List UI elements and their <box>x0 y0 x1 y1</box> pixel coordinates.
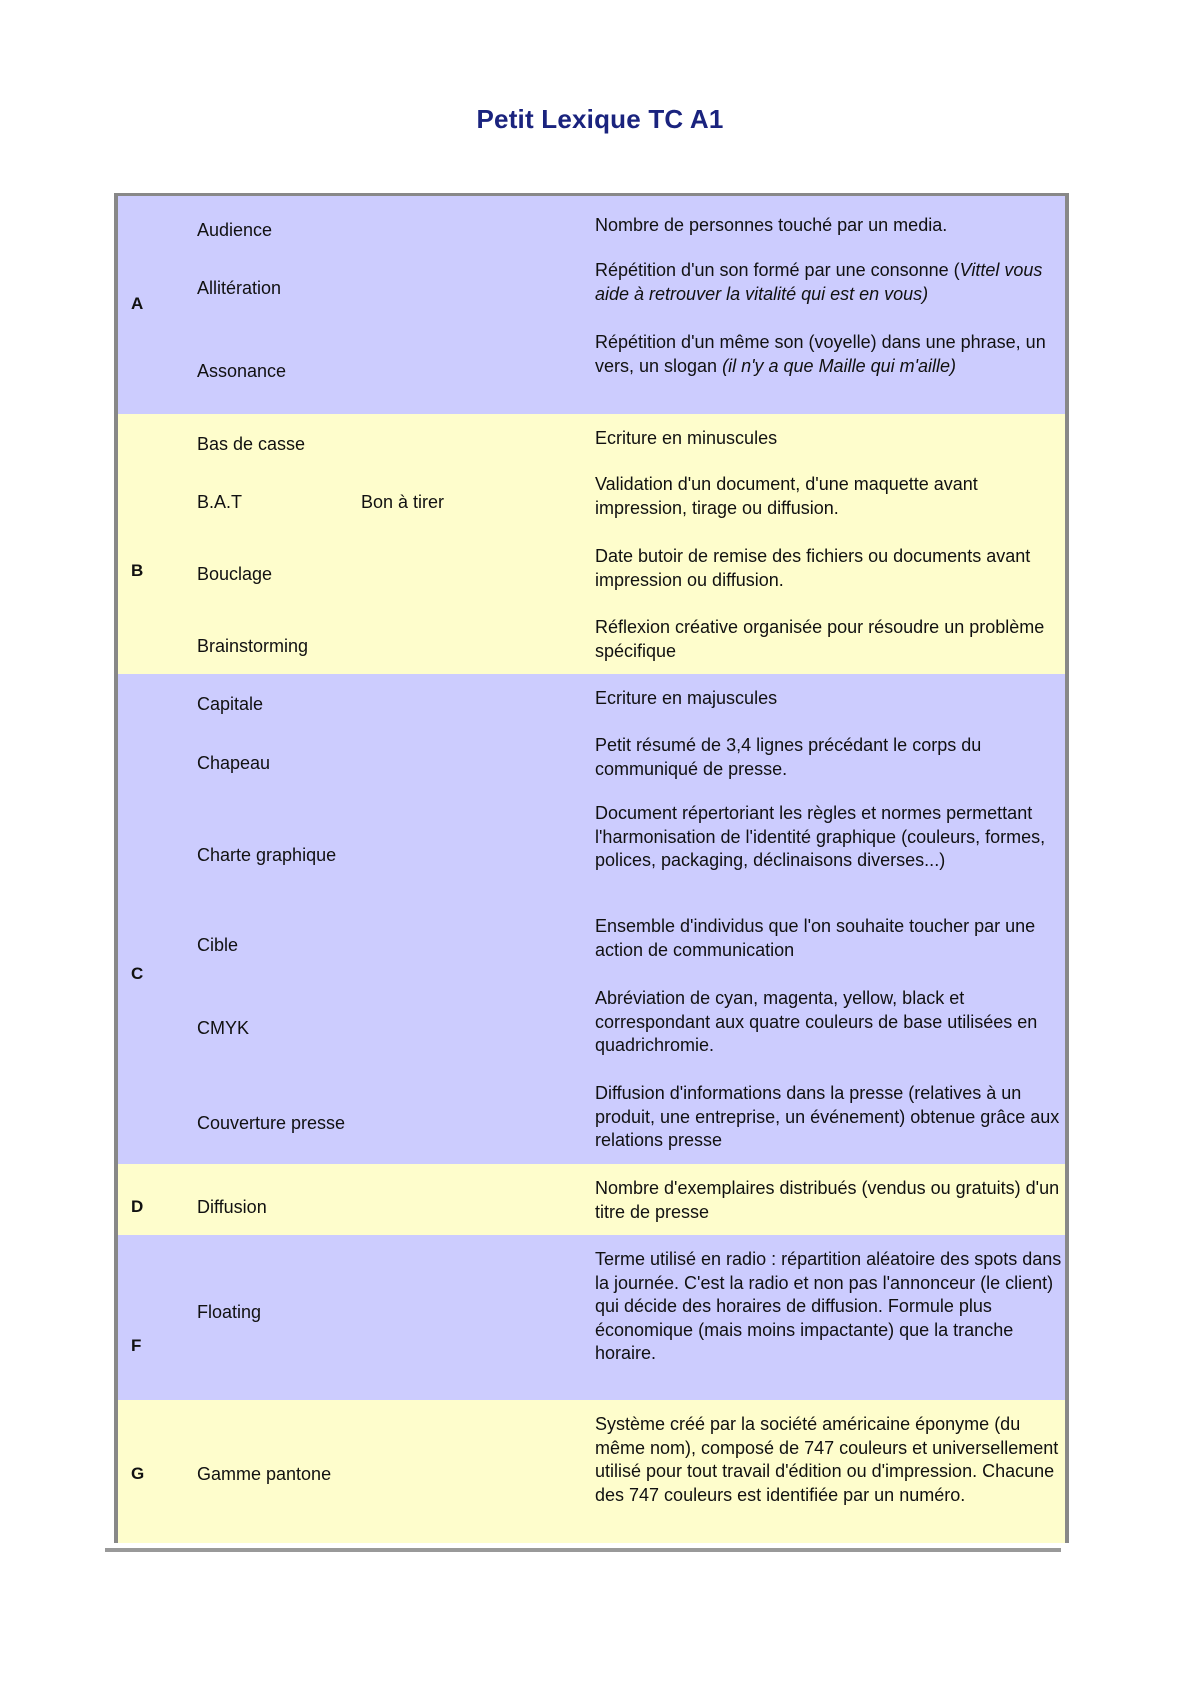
group-letter: A <box>131 294 144 313</box>
entry-term: Bouclage <box>197 564 273 584</box>
entry-abbreviation: Bon à tirer <box>361 492 445 512</box>
group-d <box>118 1164 1065 1235</box>
entry-definition: Date butoir de remise des fichiers ou documents avant impression ou diffusion. <box>595 546 1031 590</box>
entry-term: Audience <box>197 220 273 240</box>
entry-definition: Réflexion créative organisée pour résoudre un problème spécifique <box>595 617 1045 661</box>
entry-term: Bas de casse <box>197 434 306 454</box>
entry-term: Diffusion <box>197 1197 267 1217</box>
entry-definition: Validation d'un document, d'une maquette avant impression, tirage ou diffusion. <box>595 474 978 518</box>
entry-definition: Répétition d'un son formé par une consonne (Vittel vous aide à retrouver la vitalité qui est en vous) <box>595 260 1043 304</box>
entry-definition: Nombre de personnes touché par un media. <box>595 215 948 235</box>
entry-term: Gamme pantone <box>197 1464 332 1484</box>
group-b <box>118 414 1065 674</box>
entry-definition: Répétition d'un même son (voyelle) dans une phrase, un vers, un slogan (il n'y a que Maille qui m'aille) <box>595 332 1046 376</box>
entry-definition: Ecriture en majuscules <box>595 688 778 708</box>
group-letter: G <box>131 1464 145 1483</box>
group-letter: F <box>131 1336 142 1355</box>
entry-term: B.A.T <box>197 492 243 512</box>
group-letter: D <box>131 1197 144 1216</box>
entry-term: Floating <box>197 1302 262 1322</box>
entry-term: Brainstorming <box>197 636 309 656</box>
entry-term: Cible <box>197 935 239 955</box>
entry-term: Assonance <box>197 361 287 381</box>
entry-definition: Document répertoriant les règles et normes permettant l'harmonisation de l'identité graphique (couleurs, formes, polices, packaging, déclinaisons diverses...) <box>595 803 1046 870</box>
entry-definition: Ecriture en minuscules <box>595 428 778 448</box>
entry-term: Capitale <box>197 694 264 714</box>
entry-definition: Abréviation de cyan, magenta, yellow, black et correspondant aux quatre couleurs de base utilisées en quadrichromie. <box>595 988 1038 1055</box>
group-letter: B <box>131 561 144 580</box>
entry-definition: Nombre d'exemplaires distribués (vendus ou gratuits) d'un titre de presse <box>595 1178 1060 1222</box>
group-c <box>118 674 1065 1164</box>
group-g <box>118 1400 1065 1543</box>
bottom-rule <box>105 1548 1061 1552</box>
group-a <box>118 196 1065 414</box>
entry-term: CMYK <box>197 1018 250 1038</box>
entry-definition: Ensemble d'individus que l'on souhaite toucher par une action de communication <box>595 916 1036 960</box>
page-title: Petit Lexique TC A1 <box>476 104 724 134</box>
entry-term: Chapeau <box>197 753 271 773</box>
entry-term: Allitération <box>197 278 282 298</box>
entry-definition: Terme utilisé en radio : répartition aléatoire des spots dans la journée. C'est la radio et non pas l'annonceur (le client) qui décide des horaires de diffusion. Formule plus économique (mais moins impactante) que la tranche horaire. <box>595 1249 1062 1363</box>
entry-definition: Diffusion d'informations dans la presse (relatives à un produit, une entreprise, un événement) obtenue grâce aux relations presse <box>595 1083 1060 1150</box>
group-letter: C <box>131 964 144 983</box>
entry-definition: Petit résumé de 3,4 lignes précédant le corps du communiqué de presse. <box>595 735 982 779</box>
entry-term: Charte graphique <box>197 845 337 865</box>
entry-definition: Système créé par la société américaine éponyme (du même nom), composé de 747 couleurs et universellement utilisé pour tout travail d'édition ou d'impression. Chacune des 747 couleurs est identifiée par un numéro. <box>595 1414 1059 1505</box>
entry-term: Couverture presse <box>197 1113 346 1133</box>
group-f <box>118 1235 1065 1400</box>
lexicon-table <box>114 193 1069 1543</box>
